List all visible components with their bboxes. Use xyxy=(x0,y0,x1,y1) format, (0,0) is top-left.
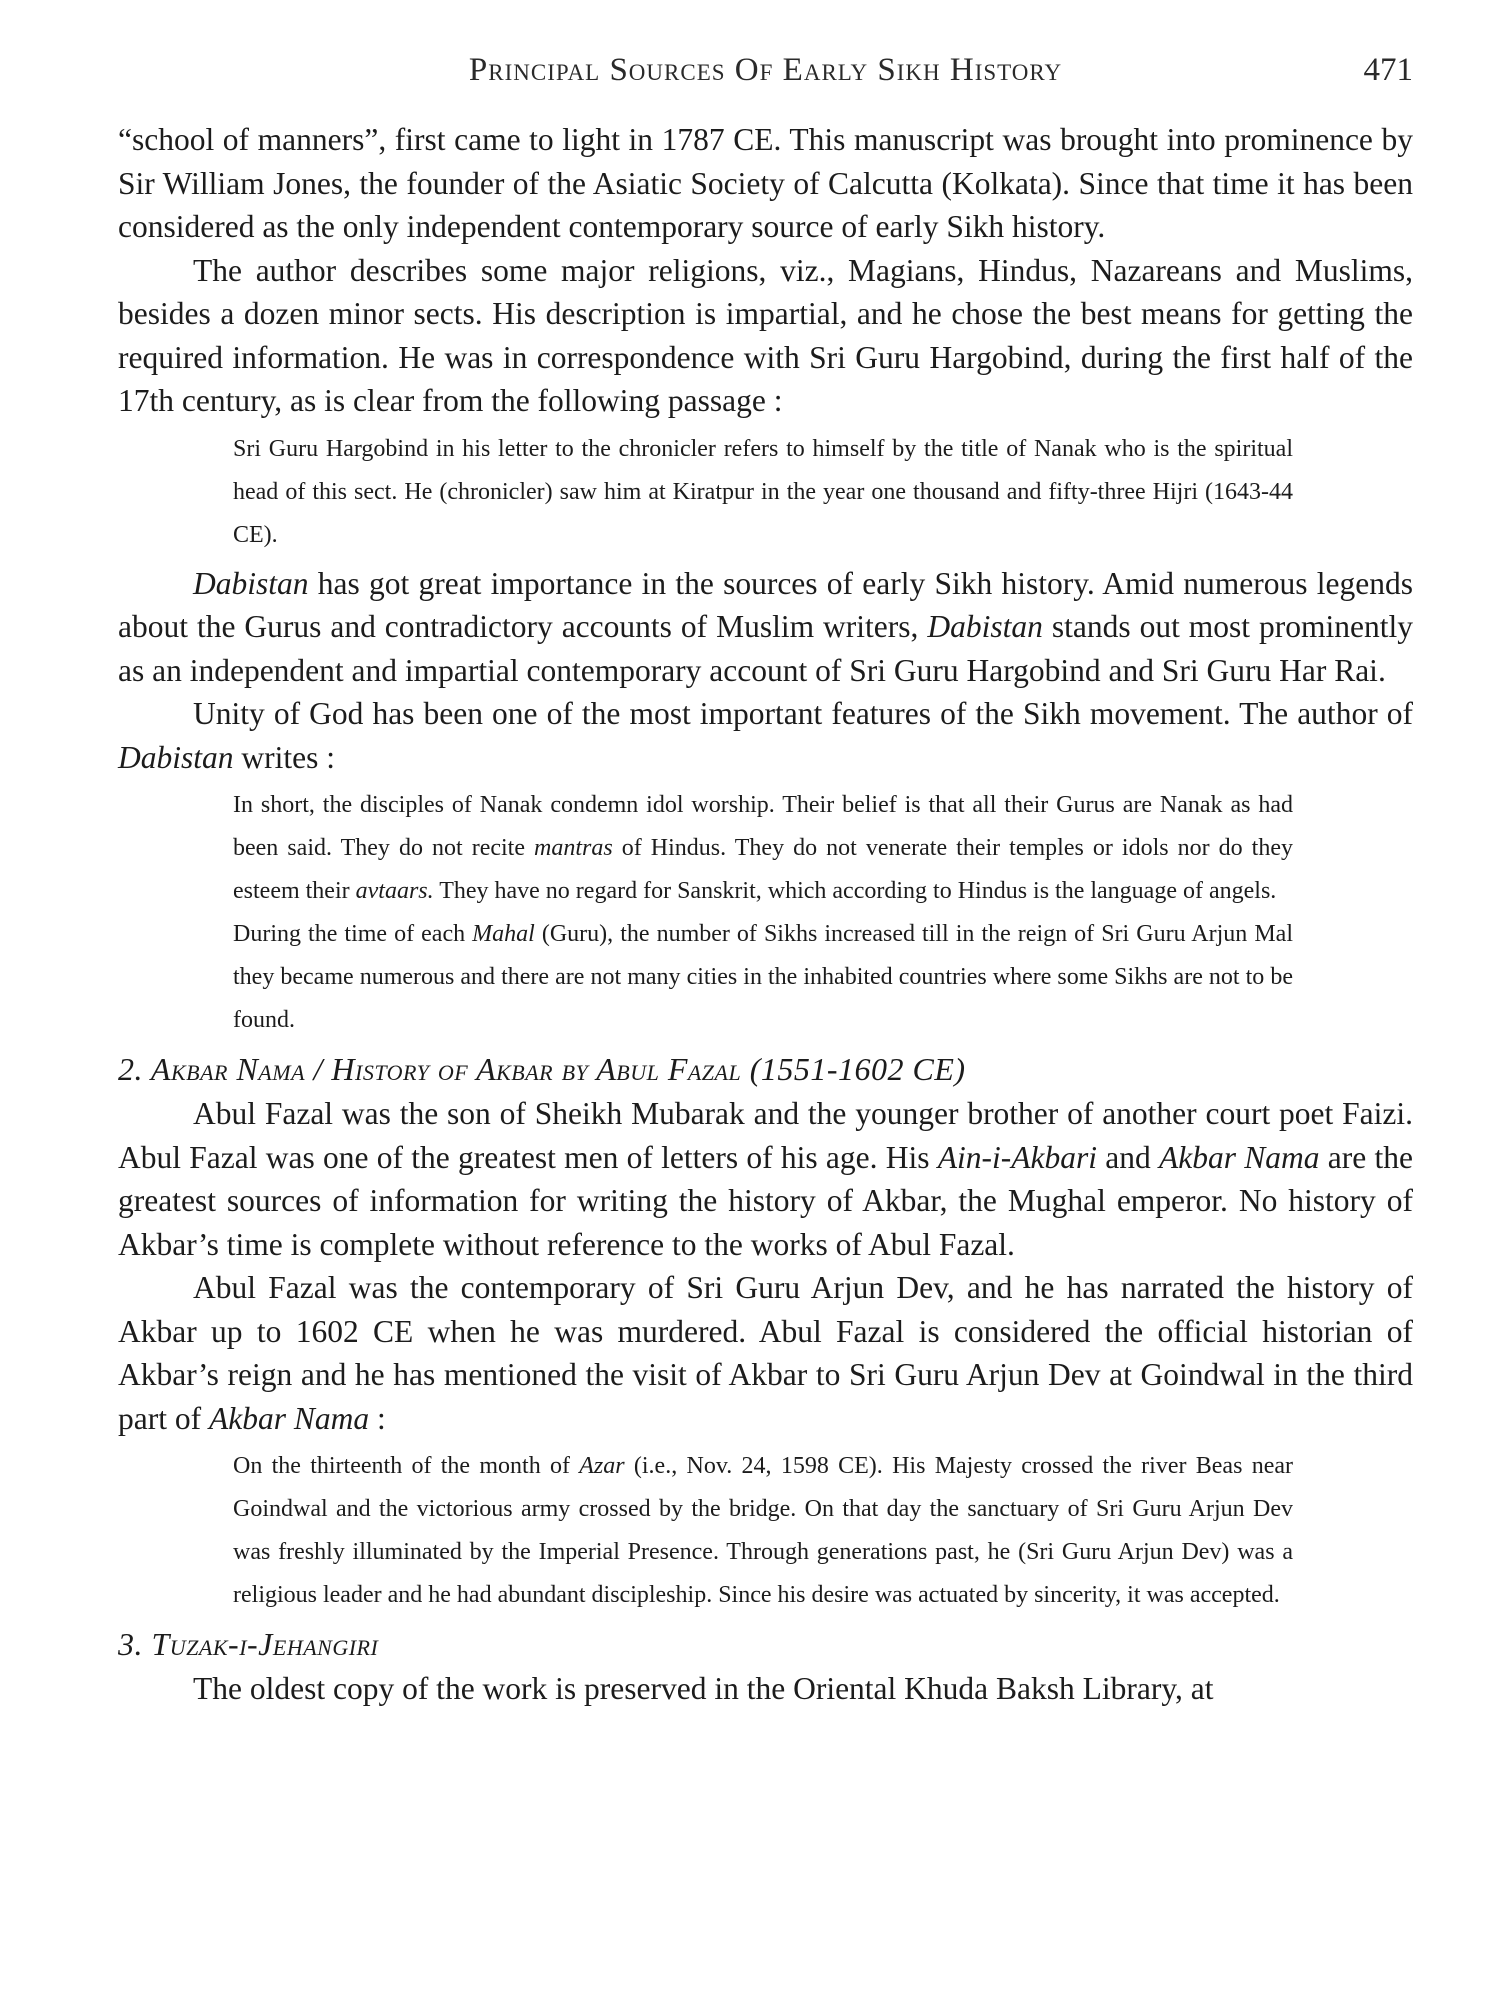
page-number: 471 xyxy=(1363,52,1413,88)
quote-text: (Guru), the number of Sikhs increased till in the reign of Sri Guru Arjun Mal they became numerous and there are not many cities in the inhabited countries where some Sikhs are not to be found. xyxy=(233,921,1293,1033)
paragraph-text: The oldest copy of the work is preserved in the Oriental Khuda Baksh Library, at xyxy=(193,1671,1214,1706)
term-mantras: mantras xyxy=(534,835,613,861)
paragraph-text: and xyxy=(1097,1139,1160,1175)
quote-text: (i.e., Nov. 24, 1598 CE). His Majesty crossed the river Beas near Goindwal and the victorious army crossed by the bridge. On that day the sanctuary of Sri Guru Arjun Dev was freshly illuminated by the Imperial Presence. Through generations past, he (Sri Guru Arjun Dev) was a religious leader and he had abundant discipleship. Since his desire was actuated by sincerity, it was accepted. xyxy=(233,1453,1293,1608)
paragraph-text: has got great importance in the sources of early Sikh history. Amid numerous legends about the Gurus and contradictory accounts of Muslim writers, xyxy=(118,565,1413,644)
book-title-dabistan: Dabistan xyxy=(118,739,234,775)
quote-text: On the thirteenth of the month of xyxy=(233,1453,580,1479)
quote-text: During the time of each xyxy=(233,921,473,947)
quote-text: Sri Guru Hargobind in his letter to the chronicler refers to himself by the title of Nanak who is the spiritual head of this sect. He (chronicler) saw him at Kiratpur in the year one thousand and fifty-three Hijri (1643-44 CE). xyxy=(233,435,1293,548)
page-header xyxy=(118,52,1413,96)
quote-paragraph xyxy=(233,913,1293,1042)
paragraph-text: The author describes some major religions, viz., Magians, Hindus, Nazareans and Muslims, besides a dozen minor sects. His description is impartial, and he chose the best means for getting the required information. He was in correspondence with Sri Guru Hargobind, during the first half of the 17th century, as is clear from the following passage : xyxy=(118,252,1413,418)
section-heading-akbar-nama xyxy=(118,1047,1413,1092)
paragraph-author-describes xyxy=(118,249,1413,423)
quote-text: In short, the disciples of Nanak condemn idol worship. Their belief is that all their Gurus are Nanak as had been said. They do not recite xyxy=(233,792,1293,861)
page-body xyxy=(118,118,1413,1711)
paragraph-school-of-manners xyxy=(118,118,1413,249)
section-title: Akbar Nama / History of Akbar by Abul Fazal (1551-1602 CE) xyxy=(150,1051,966,1087)
paragraph-abul-fazal-son xyxy=(118,1092,1413,1266)
block-quote-hargobind-letter xyxy=(233,428,1293,557)
paragraph-text: Abul Fazal was the contemporary of Sri Guru Arjun Dev, and he has narrated the history of Akbar up to 1602 CE when he was murdered. Abul Fazal is considered the official historian of Akbar’s reign and he has mentioned the visit of Akbar to Sri Guru Arjun Dev at Goindwal in the third part of xyxy=(118,1270,1413,1436)
paragraph-text: “school of manners”, first came to light in 1787 CE. This manuscript was brought into prominence by Sir William Jones, the founder of the Asiatic Society of Calcutta (Kolkata). Since that time it has been considered as the only independent contemporary source of early Sikh history. xyxy=(118,122,1413,244)
paragraph-abul-fazal-contemporary xyxy=(118,1266,1413,1440)
paragraph-text: : xyxy=(369,1400,386,1436)
book-title-dabistan: Dabistan xyxy=(927,609,1043,644)
quote-paragraph xyxy=(233,1445,1293,1617)
book-title-dabistan: Dabistan xyxy=(193,565,309,601)
paragraph-dabistan-importance xyxy=(118,562,1413,693)
section-number: 2. xyxy=(118,1051,143,1087)
running-head: Principal Sources Of Early Sikh History xyxy=(468,52,1063,88)
paragraph-unity-of-god xyxy=(118,692,1413,779)
book-title-akbar-nama: Akbar Nama xyxy=(1159,1139,1320,1175)
paragraph-text: are the greatest sources of information for writing the history of Akbar, the Mughal emperor. No history of Akbar’s time is complete without reference to the works of Abul Fazal. xyxy=(118,1139,1414,1262)
book-title-akbar-nama: Akbar Nama xyxy=(208,1400,370,1436)
term-mahal: Mahal xyxy=(472,921,535,947)
section-heading-tuzak-i-jehangiri xyxy=(118,1622,1413,1667)
paragraph-text: Unity of God has been one of the most important features of the Sikh movement. The author of xyxy=(193,696,1413,731)
book-title-ain-i-akbari: Ain-i-Akbari xyxy=(937,1139,1098,1175)
paragraph-oldest-copy xyxy=(118,1667,1413,1711)
section-title: Tuzak-i-Jehangiri xyxy=(151,1626,379,1662)
term-azar: Azar xyxy=(579,1453,625,1479)
block-quote-disciples-of-nanak xyxy=(233,784,1293,1042)
section-number: 3. xyxy=(118,1626,143,1662)
paragraph-text: stands out most prominently as an independent and impartial contemporary account of Sri Guru Hargobind and Sri Guru Har Rai. xyxy=(118,609,1413,688)
quote-paragraph xyxy=(233,784,1293,913)
quote-text: They have no regard for Sanskrit, which according to Hindus is the language of angels. xyxy=(433,878,1277,904)
paragraph-text: Abul Fazal was the son of Sheikh Mubarak and the younger brother of another court poet Faizi. Abul Fazal was one of the greatest men of letters of his age. His xyxy=(118,1096,1413,1175)
block-quote-akbar-visit xyxy=(233,1445,1293,1617)
paragraph-text: writes : xyxy=(233,739,335,775)
term-avtaars: avtaars. xyxy=(355,878,434,904)
quote-text: of Hindus. They do not venerate their temples or idols nor do they esteem their xyxy=(233,835,1294,904)
